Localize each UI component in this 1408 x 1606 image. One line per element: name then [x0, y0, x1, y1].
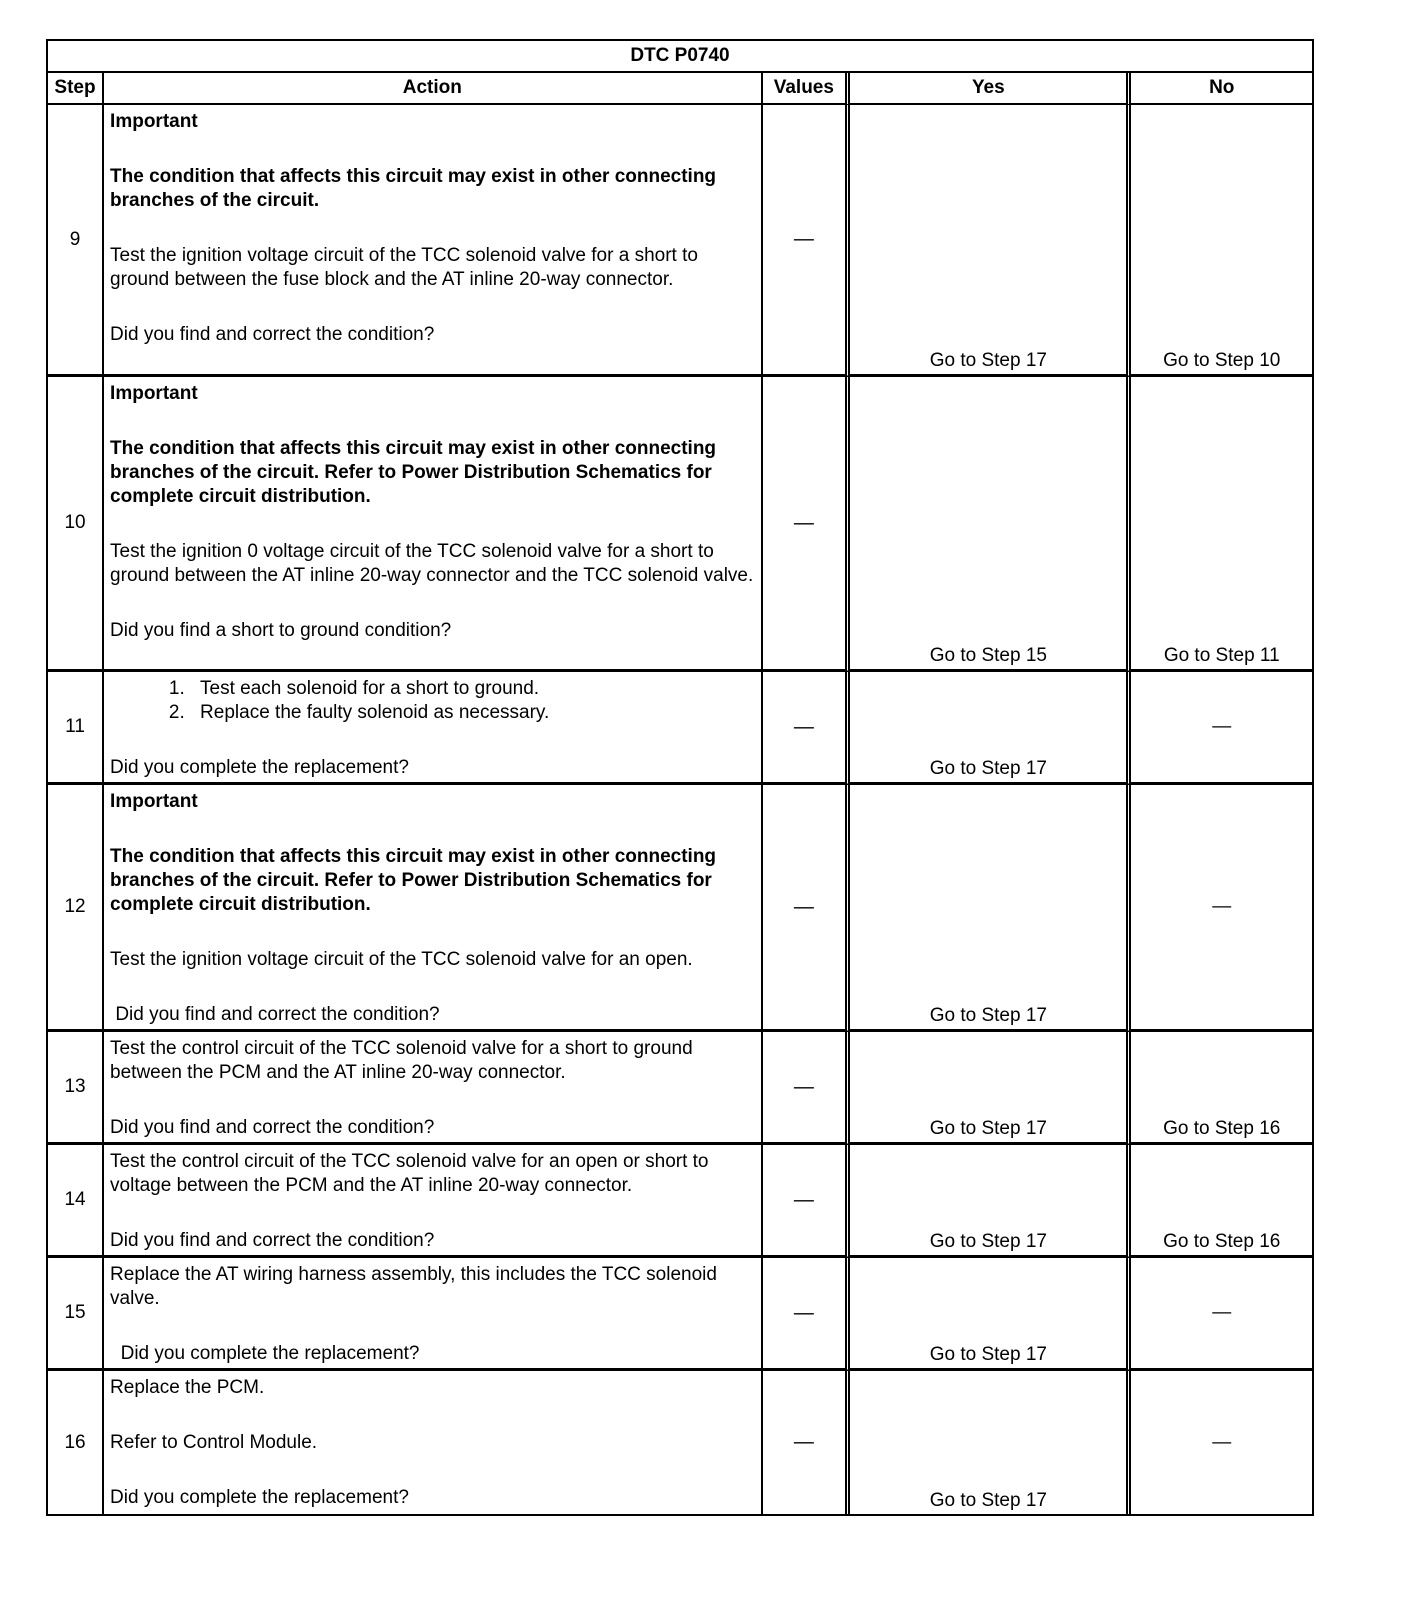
step-number: 10 — [48, 377, 104, 672]
header-action: Action — [104, 73, 762, 105]
values-cell — [763, 1371, 851, 1514]
no-result: Go to Step 16 — [1131, 1032, 1312, 1145]
header-values: Values — [763, 73, 851, 105]
question-text: Did you find a short to ground condition? — [110, 620, 452, 641]
title-row — [48, 41, 1312, 73]
important-note: The condition that affects this circuit may exist in other connecting branches of the circuit. Refer to Power Distribution Schematics for complete circuit distribution. — [110, 438, 717, 507]
no-result: — — [1212, 1431, 1232, 1453]
header-row — [48, 73, 1312, 105]
table-title: DTC P0740 — [48, 41, 1312, 73]
yes-result: Go to Step 17 — [850, 1258, 1131, 1371]
values-cell — [763, 1258, 851, 1371]
header-step: Step — [48, 73, 104, 105]
values-dash: — — [793, 1188, 814, 1211]
values-dash: — — [793, 1301, 814, 1324]
yes-result: Go to Step 17 — [850, 1371, 1131, 1514]
question-text: Did you complete the replacement? — [110, 1487, 409, 1508]
table-row — [48, 1371, 1312, 1514]
header-no: No — [1131, 73, 1312, 105]
step-number: 14 — [48, 1145, 104, 1258]
action-cell — [104, 377, 762, 672]
no-result: — — [1131, 785, 1312, 1032]
test-instruction: Test the control circuit of the TCC solenoid valve for an open or short to voltage between the PCM and the AT inline 20-way connector. — [110, 1151, 709, 1196]
question-text: Did you find and correct the condition? — [110, 1117, 435, 1138]
question-text: Did you find and correct the condition? — [110, 1004, 440, 1025]
action-cell — [104, 785, 762, 1032]
yes-result: Go to Step 15 — [850, 377, 1131, 672]
question-text: Did you complete the replacement? — [110, 757, 409, 778]
list-item: 2. Replace the faulty solenoid as necessary. — [190, 701, 754, 725]
step-number: 12 — [48, 785, 104, 1032]
values-dash: — — [793, 895, 814, 918]
header-yes: Yes — [850, 73, 1131, 105]
yes-result: Go to Step 17 — [850, 1032, 1131, 1145]
important-label: Important — [110, 111, 198, 132]
table-row — [48, 377, 1312, 672]
yes-result: Go to Step 17 — [850, 785, 1131, 1032]
no-result: Go to Step 11 — [1131, 377, 1312, 672]
action-cell — [104, 105, 762, 377]
dtc-table — [46, 39, 1314, 1516]
test-instruction: Test the control circuit of the TCC solenoid valve for a short to ground between the PCM and the AT inline 20-way connector. — [110, 1038, 693, 1083]
values-dash: — — [793, 228, 814, 250]
action-cell — [104, 1258, 762, 1371]
values-dash: — — [793, 715, 814, 738]
question-text: Did you find and correct the condition? — [110, 324, 435, 345]
question-text: Did you find and correct the condition? — [110, 1230, 435, 1251]
test-instruction: Test the ignition voltage circuit of the TCC solenoid valve for a short to ground between the fuse block and the AT inline 20-way connector. — [110, 245, 698, 290]
test-instruction: Test the ignition 0 voltage circuit of the TCC solenoid valve for a short to ground between the AT inline 20-way connector and the TCC solenoid valve. — [110, 541, 754, 586]
list-item: 1. Test each solenoid for a short to ground. — [190, 677, 754, 701]
important-label: Important — [110, 383, 198, 404]
refer-text: Refer to Control Module. — [110, 1432, 318, 1453]
no-result: Go to Step 16 — [1131, 1145, 1312, 1258]
action-cell — [104, 1145, 762, 1258]
no-result: — — [1131, 1258, 1312, 1371]
values-cell — [763, 1032, 851, 1145]
step-number: 16 — [48, 1371, 104, 1514]
table-row — [48, 1258, 1312, 1371]
table-row — [48, 785, 1312, 1032]
step-number: 13 — [48, 1032, 104, 1145]
values-cell — [763, 672, 851, 785]
test-instruction: Test the ignition voltage circuit of the TCC solenoid valve for an open. — [110, 949, 693, 970]
step-number: 11 — [48, 672, 104, 785]
important-note: The condition that affects this circuit may exist in other connecting branches of the circuit. Refer to Power Distribution Schematics for complete circuit distribution. — [110, 846, 717, 915]
question-text: Did you complete the replacement? — [110, 1343, 420, 1364]
table-row — [48, 1145, 1312, 1258]
action-cell — [104, 1371, 762, 1514]
table-row — [48, 105, 1312, 377]
values-cell — [763, 105, 851, 377]
values-dash: — — [793, 1431, 814, 1453]
yes-result: Go to Step 17 — [850, 1145, 1131, 1258]
important-label: Important — [110, 791, 198, 812]
table-row — [48, 672, 1312, 785]
instruction-list — [110, 677, 754, 725]
test-instruction: Replace the AT wiring harness assembly, this includes the TCC solenoid valve. — [110, 1264, 717, 1309]
important-note: The condition that affects this circuit may exist in other connecting branches of the circuit. — [110, 166, 717, 211]
no-result: — — [1131, 672, 1312, 785]
values-cell — [763, 1145, 851, 1258]
values-cell — [763, 785, 851, 1032]
yes-result: Go to Step 17 — [850, 672, 1131, 785]
values-dash: — — [793, 1075, 814, 1098]
test-instruction: Replace the PCM. — [110, 1377, 265, 1398]
action-cell — [104, 1032, 762, 1145]
no-result: Go to Step 10 — [1131, 105, 1312, 377]
values-dash: — — [793, 511, 814, 534]
step-number: 9 — [48, 105, 104, 377]
values-cell — [763, 377, 851, 672]
yes-result: Go to Step 17 — [850, 105, 1131, 377]
table-row — [48, 1032, 1312, 1145]
action-cell — [104, 672, 762, 785]
step-number: 15 — [48, 1258, 104, 1371]
